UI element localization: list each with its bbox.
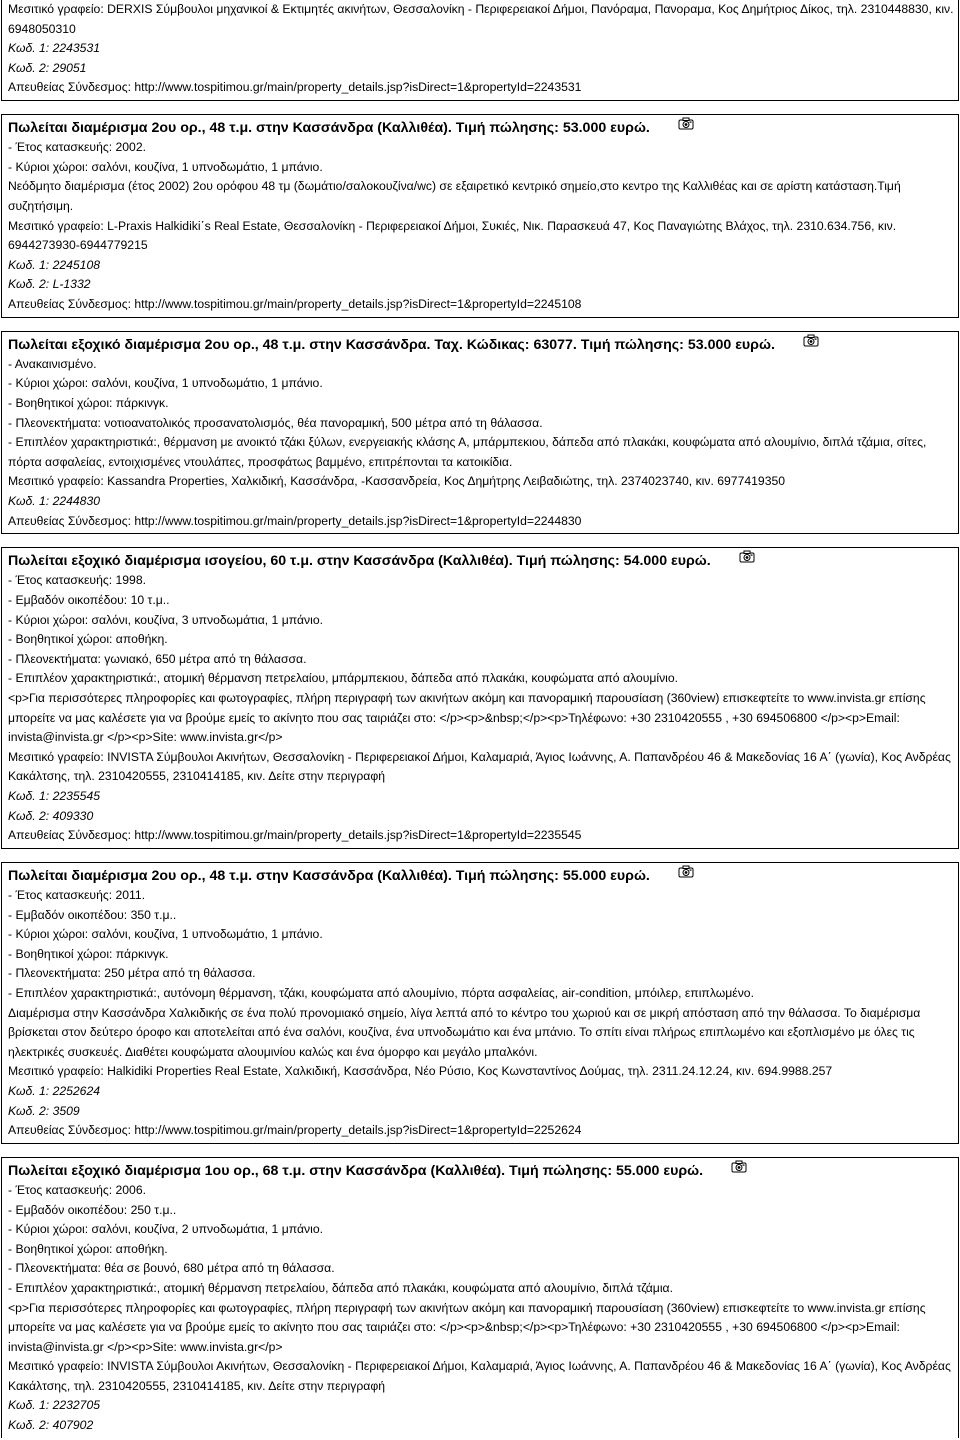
block-gap: [0, 849, 960, 863]
block-gap: [0, 101, 960, 115]
detail-line: - Πλεονεκτήματα: γωνιακό, 650 μέτρα από τη θάλασσα.: [8, 651, 307, 666]
detail-line: - Επιπλέον χαρακτηριστικά:, αυτόνομη θέρμανση, τζάκι, κουφώματα από αλουμίνιο, πόρτα ασφαλείας, air-condition, μπόιλερ, επιπλωμένο.: [8, 985, 754, 1000]
listing-code: Κωδ. 1: 2252624: [8, 1083, 101, 1098]
listing-title-text: Πωλείται εξοχικό διαμέρισμα 1ου ορ., 68 τ.μ. στην Κασσάνδρα (Καλλιθέα). Τιμή πώλησης: 55.000 ευρώ.: [8, 1162, 704, 1179]
detail-line: - Κύριοι χώροι: σαλόνι, κουζίνα, 1 υπνοδωμάτιο, 1 μπάνιο.: [8, 376, 323, 391]
agency-info: Μεσιτικό γραφείο: Halkidiki Properties Real Estate, Χαλκιδική, Κασσάνδρα, Νέο Ρύσιο, Κος Κωνσταντίνος Δούμας, τηλ. 2311.24.12.24, κιν. 694.9988.257: [8, 1064, 833, 1079]
detail-line: - Έτος κατασκευής: 1998.: [8, 573, 146, 588]
listing-title: [8, 548, 958, 571]
detail-line: - Βοηθητικοί χώροι: πάρκινγκ.: [8, 396, 169, 410]
listing-code: Κωδ. 1: 2232705: [8, 1398, 101, 1413]
direct-link[interactable]: Απευθείας Σύνδεσμος: http://www.tospitimou.gr/main/property_details.jsp?isDirect=1&propertyId=2235545: [8, 828, 582, 843]
listing-title-text: Πωλείται διαμέρισμα 2ου ορ., 48 τ.μ. στην Κασσάνδρα (Καλλιθέα). Τιμή πώλησης: 53.000 ευρώ.: [8, 119, 650, 136]
detail-line: <p>Για περισσότερες πληροφορίες και φωτογραφίες, πλήρη περιγραφή των ακινήτων ακόμη και πανοραμική παρουσίαση (360view) επισκεφτείτε το www.invista.gr επίσης μπορείτε να μας καλέσετε για να βρούμε εμείς το ακίνητο που σας ταιριάζει στο: </p><p>&nbsp;</p><p>Τηλέφωνο: +30 2310420555 , +30 694506800 </p><p>Email: invista@invista.gr </p><p>Site: www.invista.gr</p>: [8, 1300, 926, 1354]
agency-info: Μεσιτικό γραφείο: L-Praxis Halkidiki΄s Real Estate, Θεσσαλονίκη - Περιφερειακοί Δήμοι, Συκιές, Νικ. Παρασκευά 47, Κος Παναγιώτης Βλάχος, τηλ. 2310.634.756, κιν. 6944273930-6944779215: [8, 218, 897, 253]
detail-line: - Κύριοι χώροι: σαλόνι, κουζίνα, 1 υπνοδωμάτιο, 1 μπάνιο.: [8, 159, 323, 174]
agency-info: Μεσιτικό γραφείο: INVISTA Σύμβουλοι Ακινήτων, Θεσσαλονίκη - Περιφερειακοί Δήμοι, Καλαμαριά, Άγιος Ιωάννης, Α. Παπανδρέου 46 & Μακεδονίας 16 Α΄ (γωνία), Κος Ανδρέας Κακάλτσης, τηλ. 2310420555, 2310414185, κιν. Δείτε στην περιγραφή: [8, 749, 951, 784]
direct-link[interactable]: Απευθείας Σύνδεσμος: http://www.tospitimou.gr/main/property_details.jsp?isDirect=1&propertyId=2244830: [8, 513, 582, 528]
listing-code: Κωδ. 2: 409330: [8, 808, 94, 823]
camera-icon[interactable]: [803, 333, 819, 353]
camera-icon[interactable]: [678, 116, 694, 136]
listing-title: [8, 115, 958, 138]
block-gap: [0, 534, 960, 548]
listing-code: Κωδ. 1: 2245108: [8, 257, 101, 272]
detail-line: Διαμέρισμα στην Κασσάνδρα Χαλκιδικής σε ένα πολύ προνομιακό σημείο, λίγα λεπτά από το κέντρο του χωριού και σε μικρή απόσταση από την θάλασσα. Το διαμέρισμα βρίσκεται στον δεύτερο όροφο και αποτελείται από ένα σαλόνι, κουζίνα, ένα υπνοδωμάτιο και ένα μπάνιο. Το σπίτι είναι πλήρως επιπλωμένο και εξοπλισμένο με όλες τις ηλεκτρικές συσκευές. Διαθέτει κουφώματα αλουμινίου καλώς και ένα όμορφο και μεγάλο μπαλκόνι.: [8, 1005, 921, 1059]
listing-code: Κωδ. 2: 3509: [8, 1103, 80, 1118]
listing-code: Κωδ. 2: L-1332: [8, 277, 91, 292]
listing-block: [1, 547, 959, 849]
direct-link[interactable]: Απευθείας Σύνδεσμος: http://www.tospitimou.gr/main/property_details.jsp?isDirect=1&propertyId=2245108: [8, 296, 582, 311]
camera-icon[interactable]: [731, 1159, 747, 1179]
detail-line: - Εμβαδόν οικοπέδου: 250 τ.μ..: [8, 1202, 177, 1217]
detail-line: - Εμβαδόν οικοπέδου: 10 τ.μ..: [8, 593, 170, 607]
listing-code: Κωδ. 2: 29051: [8, 60, 87, 75]
detail-line: - Βοηθητικοί χώροι: αποθήκη.: [8, 632, 168, 647]
listing-code: Κωδ. 1: 2243531: [8, 41, 101, 56]
listing-title-text: Πωλείται διαμέρισμα 2ου ορ., 48 τ.μ. στην Κασσάνδρα (Καλλιθέα). Τιμή πώλησης: 55.000 ευρώ.: [8, 867, 650, 884]
listing-title-text: Πωλείται εξοχικό διαμέρισμα ισογείου, 60 τ.μ. στην Κασσάνδρα (Καλλιθέα). Τιμή πώλησης: 54.000 ευρώ.: [8, 553, 711, 570]
listing-block: [1, 862, 959, 1144]
detail-line: - Βοηθητικοί χώροι: πάρκινγκ.: [8, 946, 169, 961]
agency-info: Μεσιτικό γραφείο: Kassandra Properties, Χαλκιδική, Κασσάνδρα, -Κασσανδρεία, Κος Δημήτρης Λειβαδιώτης, τηλ. 2374023740, κιν. 6977419350: [8, 474, 786, 489]
listing-title: [8, 863, 958, 886]
listing-code: Κωδ. 2: 407902: [8, 1418, 94, 1433]
detail-line: - Πλεονεκτήματα: 250 μέτρα από τη θάλασσα.: [8, 966, 256, 981]
listing-block: [1, 331, 959, 535]
detail-line: <p>Για περισσότερες πληροφορίες και φωτογραφίες, πλήρη περιγραφή των ακινήτων ακόμη και πανοραμική παρουσίαση (360view) επισκεφτείτε το www.invista.gr επίσης μπορείτε να μας καλέσετε για να βρούμε εμείς το ακίνητο που σας ταιριάζει στο: </p><p>&nbsp;</p><p>Τηλέφωνο: +30 2310420555 , +30 694506800 </p><p>Email: invista@invista.gr </p><p>Site: www.invista.gr</p>: [8, 690, 926, 745]
listing-title-text: Πωλείται εξοχικό διαμέρισμα 2ου ορ., 48 τ.μ. στην Κασσάνδρα. Ταχ. Κώδικας: 63077. Τιμή πώλησης: 53.000 ευρώ.: [8, 336, 775, 353]
detail-line: - Επιπλέον χαρακτηριστικά:, ατομική θέρμανση πετρελαίου, μπάρμπεκιου, δάπεδα από πλακάκι, κουφώματα από αλουμίνιο.: [8, 671, 679, 686]
camera-icon[interactable]: [678, 864, 694, 884]
listing-title: [8, 332, 958, 355]
detail-line: - Κύριοι χώροι: σαλόνι, κουζίνα, 3 υπνοδωμάτια, 1 μπάνιο.: [8, 612, 323, 627]
block-gap: [0, 1144, 960, 1158]
camera-icon[interactable]: [739, 549, 755, 569]
detail-line: - Έτος κατασκευής: 2011.: [8, 887, 146, 902]
detail-line: - Έτος κατασκευής: 2002.: [8, 140, 146, 155]
listing-block: [1, 0, 959, 101]
detail-line: Νεόδμητο διαμέρισμα (έτος 2002) 2ου ορόφου 48 τμ (δωμάτιο/σαλοκουζίνα/wc) σε εξαιρετικό κεντρικό σημείο,στο κεντρο της Καλλιθέας και σε αρίστη κατάσταση.Τιμή συζητήσιμη.: [8, 179, 901, 213]
detail-line: - Πλεονεκτήματα: θέα σε βουνό, 680 μέτρα από τη θάλασσα.: [8, 1261, 335, 1276]
listing-block: [1, 1157, 959, 1438]
direct-link[interactable]: Απευθείας Σύνδεσμος: http://www.tospitimou.gr/main/property_details.jsp?isDirect=1&propertyId=2252624: [8, 1123, 582, 1138]
detail-line: - Βοηθητικοί χώροι: αποθήκη.: [8, 1241, 168, 1256]
listing-code: Κωδ. 1: 2244830: [8, 493, 101, 508]
detail-line: - Ανακαινισμένο.: [8, 356, 97, 371]
detail-line: - Πλεονεκτήματα: νοτιοανατολικός προσανατολισμός, θέα πανοραμική, 500 μέτρα από τη θάλασσα.: [8, 415, 543, 430]
detail-line: - Επιπλέον χαρακτηριστικά:, θέρμανση με ανοικτό τζάκι ξύλων, ενεργειακής κλάσης Α, μπάρμπεκιου, δάπεδα από πλακάκι, κουφώματα από αλουμίνιο, διπλά τζάμια, σίτες, πόρτα ασφαλείας, εντοιχισμένες ντουλάπες, προσφάτως βαμμένο, επιτρέπονται τα κατοικίδια.: [8, 435, 927, 469]
detail-line: - Εμβαδόν οικοπέδου: 350 τ.μ..: [8, 907, 177, 922]
direct-link[interactable]: Απευθείας Σύνδεσμος: http://www.tospitimou.gr/main/property_details.jsp?isDirect=1&propertyId=2243531: [8, 80, 582, 95]
listing-code: Κωδ. 1: 2235545: [8, 788, 101, 803]
listing-block: [1, 114, 959, 318]
detail-line: - Κύριοι χώροι: σαλόνι, κουζίνα, 1 υπνοδωμάτιο, 1 μπάνιο.: [8, 927, 323, 942]
detail-line: - Κύριοι χώροι: σαλόνι, κουζίνα, 2 υπνοδωμάτια, 1 μπάνιο.: [8, 1222, 323, 1237]
agency-info: Μεσιτικό γραφείο: INVISTA Σύμβουλοι Ακινήτων, Θεσσαλονίκη - Περιφερειακοί Δήμοι, Καλαμαριά, Άγιος Ιωάννης, Α. Παπανδρέου 46 & Μακεδονίας 16 Α΄ (γωνία), Κος Ανδρέας Κακάλτσης, τηλ. 2310420555, 2310414185, κιν. Δείτε στην περιγραφή: [8, 1359, 951, 1393]
block-gap: [0, 318, 960, 332]
agency-info: Μεσιτικό γραφείο: DERXIS Σύμβουλοι μηχανικοί & Εκτιμητές ακινήτων, Θεσσαλονίκη - Περιφερειακοί Δήμοι, Πανόραμα, Πανοραμα, Κος Δημήτριος Δίκος, τηλ. 2310448830, κιν. 6948050310: [8, 2, 954, 36]
detail-line: - Έτος κατασκευής: 2006.: [8, 1182, 146, 1197]
listing-title: [8, 1158, 958, 1181]
detail-line: - Επιπλέον χαρακτηριστικά:, ατομική θέρμανση πετρελαίου, δάπεδα από πλακάκι, κουφώματα από αλουμίνιο, διπλά τζάμια.: [8, 1280, 673, 1295]
